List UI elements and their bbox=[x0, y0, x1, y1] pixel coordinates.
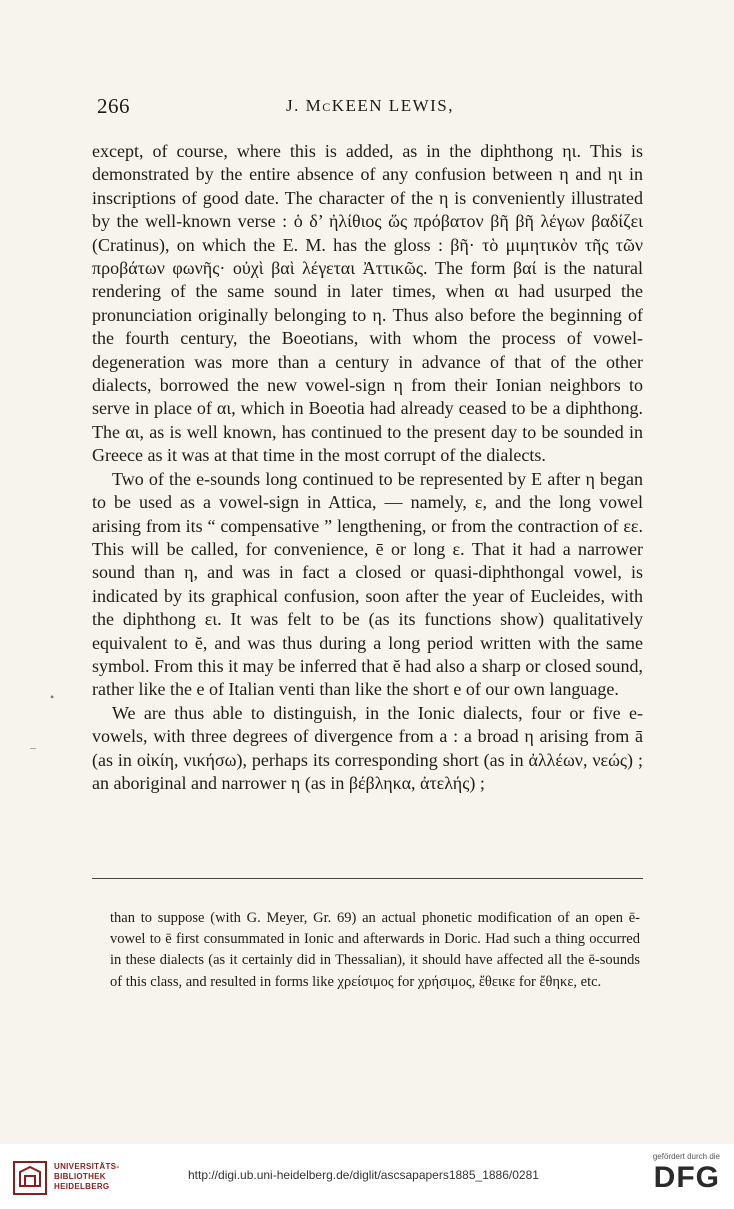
library-logo[interactable] bbox=[12, 1160, 132, 1198]
page-number: 266 bbox=[97, 94, 130, 118]
body-text bbox=[92, 140, 643, 795]
paragraph-3: We are thus able to distinguish, in the Ionic dialects, four or five e-vowels, with three degrees of divergence from a : a broad η arising from ā (as in οἰκίη, νικήσω), perhaps its corresponding short (as in ἀλλέων, νεώς) ; an aboriginal and narrower η (as in βέβληκα, ἀτελής) ; bbox=[92, 702, 643, 793]
margin-mark: – bbox=[30, 740, 36, 754]
running-head bbox=[97, 94, 643, 124]
running-title: J. McKEEN LEWIS, bbox=[286, 96, 454, 115]
margin-mark: • bbox=[50, 690, 55, 704]
paragraph-1: except, of course, where this is added, as in the diphthong ηι. This is demonstrated by the entire absence of any confusion between η and ηι in inscriptions of good date. The character of the η is conveniently illustrated by the well-known verse : ὁ δ’ ἠλίθιος ὥς πρόβατον βῆ βῆ λέγων βαδίζει (Cratinus), on which the E. M. has the gloss : βῆ· τὸ μιμητικὸν τῆς τῶν προβάτων φωνῆς· οὐχὶ βαὶ λέγεται Ἀττικῶς. The form βαί is the natural rendering of the same sound in later times, when αι had usurped the pronunciation originally belonging to η. Thus also before the beginning of the fourth century, the Boeotians, with whom the process of vowel-degeneration was more than a century in advance of that of the other dialects, borrowed the new vowel-sign η from their Ionian neighbors to serve in place of αι, which in Boeotia had already ceased to be a diphthong. The αι, as is well known, has continued to the present day to be sounded in Greece as it was at that time in the most corrupt of the dialects. bbox=[92, 141, 643, 466]
library-name: UNIVERSITÄTS- BIBLIOTHEK HEIDELBERG bbox=[54, 1162, 120, 1191]
paragraph-2: Two of the e-sounds long continued to be represented by E after η began to be used as a vowel-sign in Attica, — namely, ε, and the long vowel arising from its “ compensative ” lengthening, or from the contraction of εε. This will be called, for convenience, ē or long ε. That it had a narrower sound than η, and was in fact a closed or quasi-diphthongal vowel, is indicated by its graphical confusion, soon after the year of Eucleides, with the diphthong ει. It was felt to be (as its functions show) qualitatively equivalent to ĕ, and was thus during a long period written with the same symbol. From this it may be inferred that ĕ had also a sharp or closed sound, rather like the e of Italian venti than like the short e of our own language. bbox=[92, 468, 643, 700]
permalink-url[interactable]: http://digi.ub.uni-heidelberg.de/diglit/ascsapapers1885_1886/0281 bbox=[188, 1168, 539, 1182]
digitization-footer bbox=[0, 1144, 734, 1209]
footnote bbox=[110, 908, 640, 993]
footnote-text: than to suppose (with G. Meyer, Gr. 69) an actual phonetic modification of an open ē-vowel to ē first consummated in Ionic and afterwards in Doric. Had such a thing occurred in these dialects (as it certainly did in Thessalian), it should have affected all the ē-sounds of this class, and resulted in forms like χρείσιμος for χρήσιμος, ἔθεικε for ἔθηκε, etc. bbox=[110, 910, 640, 990]
library-seal-icon bbox=[12, 1160, 48, 1196]
dfg-logo: DFG bbox=[653, 1161, 720, 1194]
funding-credit[interactable] bbox=[630, 1152, 720, 1195]
footnote-rule bbox=[92, 878, 643, 879]
funding-label: gefördert durch die bbox=[652, 1152, 720, 1161]
